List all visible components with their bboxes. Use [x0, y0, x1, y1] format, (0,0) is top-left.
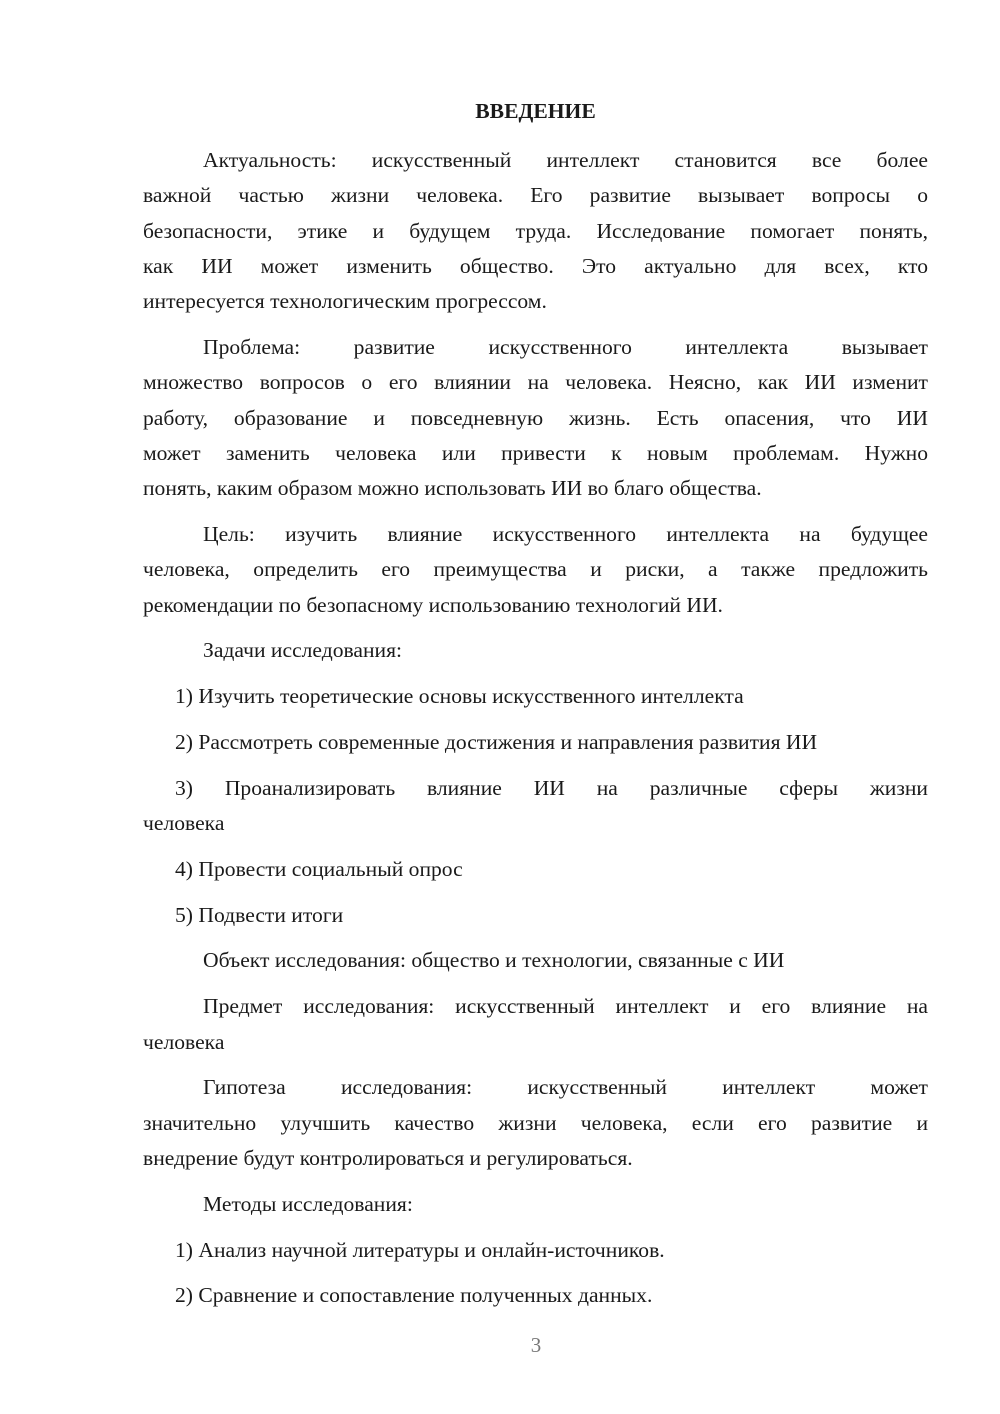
text-line: Предмет исследования: искусственный интеллект и его влияние на	[203, 994, 928, 1019]
text-line: 1) Изучить теоретические основы искусственного интеллекта	[175, 684, 744, 709]
task-item	[143, 898, 928, 933]
text-line: 2) Сравнение и сопоставление полученных данных.	[175, 1283, 653, 1308]
text-line: 2) Рассмотреть современные достижения и направления развития ИИ	[175, 729, 818, 754]
text-line: Проблема: развитие искусственного интеллекта вызывает	[203, 334, 928, 359]
text-line: 3) Проанализировать влияние ИИ на различные сферы жизни	[175, 775, 928, 800]
page-title: ВВЕДЕНИЕ	[475, 99, 596, 123]
hypothesis-paragraph	[143, 1070, 928, 1176]
text-line: может заменить человека или привести к новым проблемам. Нужно	[143, 440, 928, 465]
object-paragraph	[143, 943, 928, 978]
relevance-paragraph	[143, 143, 928, 319]
text-line: важной частью жизни человека. Его развитие вызывает вопросы о	[143, 183, 928, 208]
text-line: Методы исследования:	[203, 1191, 413, 1216]
text-line: Задачи исследования:	[203, 638, 403, 663]
text-line: Объект исследования: общество и технологии, связанные с ИИ	[203, 948, 785, 973]
text-line: значительно улучшить качество жизни человека, если его развитие и	[143, 1110, 928, 1135]
method-item	[143, 1278, 928, 1313]
task-item	[143, 852, 928, 887]
subject-paragraph	[143, 989, 928, 1060]
task-item	[143, 771, 928, 842]
page-number: 3	[530, 1333, 542, 1357]
text-line: человека	[143, 811, 225, 836]
text-line: 1) Анализ научной литературы и онлайн-источников.	[175, 1237, 665, 1262]
text-line: Актуальность: искусственный интеллект становится все более	[203, 148, 928, 172]
document-page	[143, 94, 928, 1324]
text-line: человека, определить его преимущества и риски, а также предложить	[143, 557, 928, 582]
text-line: Цель: изучить влияние искусственного интеллекта на будущее	[203, 521, 928, 546]
method-item	[143, 1233, 928, 1268]
task-item	[143, 679, 928, 714]
text-line: множество вопросов о его влиянии на человека. Неясно, как ИИ изменит	[143, 370, 928, 395]
text-line: человека	[143, 1029, 225, 1054]
text-line: безопасности, этике и будущем труда. Исследование помогает понять,	[143, 218, 928, 243]
problem-paragraph	[143, 330, 928, 506]
text-line: 5) Подвести итоги	[175, 902, 344, 927]
goal-paragraph	[143, 517, 928, 623]
text-line: рекомендации по безопасному использованию технологий ИИ.	[143, 592, 723, 617]
text-line: внедрение будут контролироваться и регулироваться.	[143, 1145, 633, 1170]
text-line: Гипотеза исследования: искусственный интеллект может	[203, 1075, 928, 1100]
text-line: интересуется технологическим прогрессом.	[143, 289, 547, 314]
text-line: работу, образование и повседневную жизнь. Есть опасения, что ИИ	[143, 405, 928, 430]
methods-heading	[143, 1187, 928, 1222]
tasks-heading	[143, 633, 928, 668]
text-line: как ИИ может изменить общество. Это актуально для всех, кто	[143, 253, 928, 278]
text-line: понять, каким образом можно использовать ИИ во благо общества.	[143, 476, 762, 501]
text-line: 4) Провести социальный опрос	[175, 856, 463, 881]
task-item	[143, 725, 928, 760]
